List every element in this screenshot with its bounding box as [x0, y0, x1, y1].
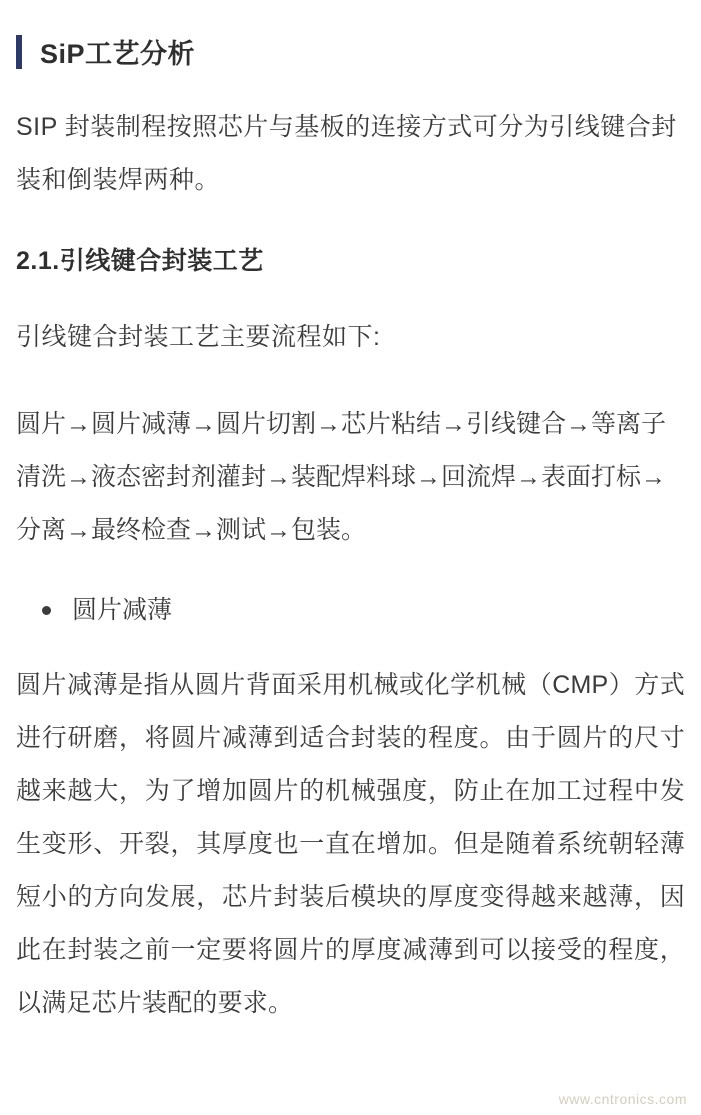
title-accent-bar [16, 35, 22, 69]
body-paragraph: 圆片减薄是指从圆片背面采用机械或化学机械（CMP）方式进行研磨，将圆片减薄到适合封装的程度。由于圆片的尺寸越来越大，为了增加圆片的机械强度，防止在加工过程中发生变形、开裂，其厚度也一直在增加。但是随着系统朝轻薄短小的方向发展，芯片封装后模块的厚度变得越来越薄，因此在封装之前一定要将圆片的厚度减薄到可以接受的程度，以满足芯片装配的要求。 [16, 671, 685, 1017]
watermark: www.cntronics.com [558, 1091, 687, 1107]
list-item: 圆片减薄 [68, 587, 685, 633]
intro-paragraph: SIP 封装制程按照芯片与基板的连接方式可分为引线键合封装和倒装焊两种。 [16, 113, 677, 194]
subsection-heading: 2.1.引线键合封装工艺 [16, 247, 264, 275]
process-flow-text: 圆片→圆片减薄→圆片切割→芯片粘结→引线键合→等离子清洗→液态密封剂灌封→装配焊料球→回流焊→表面打标→分离→最终检查→测试→包装。 [16, 410, 667, 544]
flow-lead-paragraph: 引线键合封装工艺主要流程如下: [16, 323, 381, 351]
section-title [16, 32, 685, 71]
page-title: SiP工艺分析 [40, 39, 196, 69]
bullet-list [16, 587, 685, 633]
